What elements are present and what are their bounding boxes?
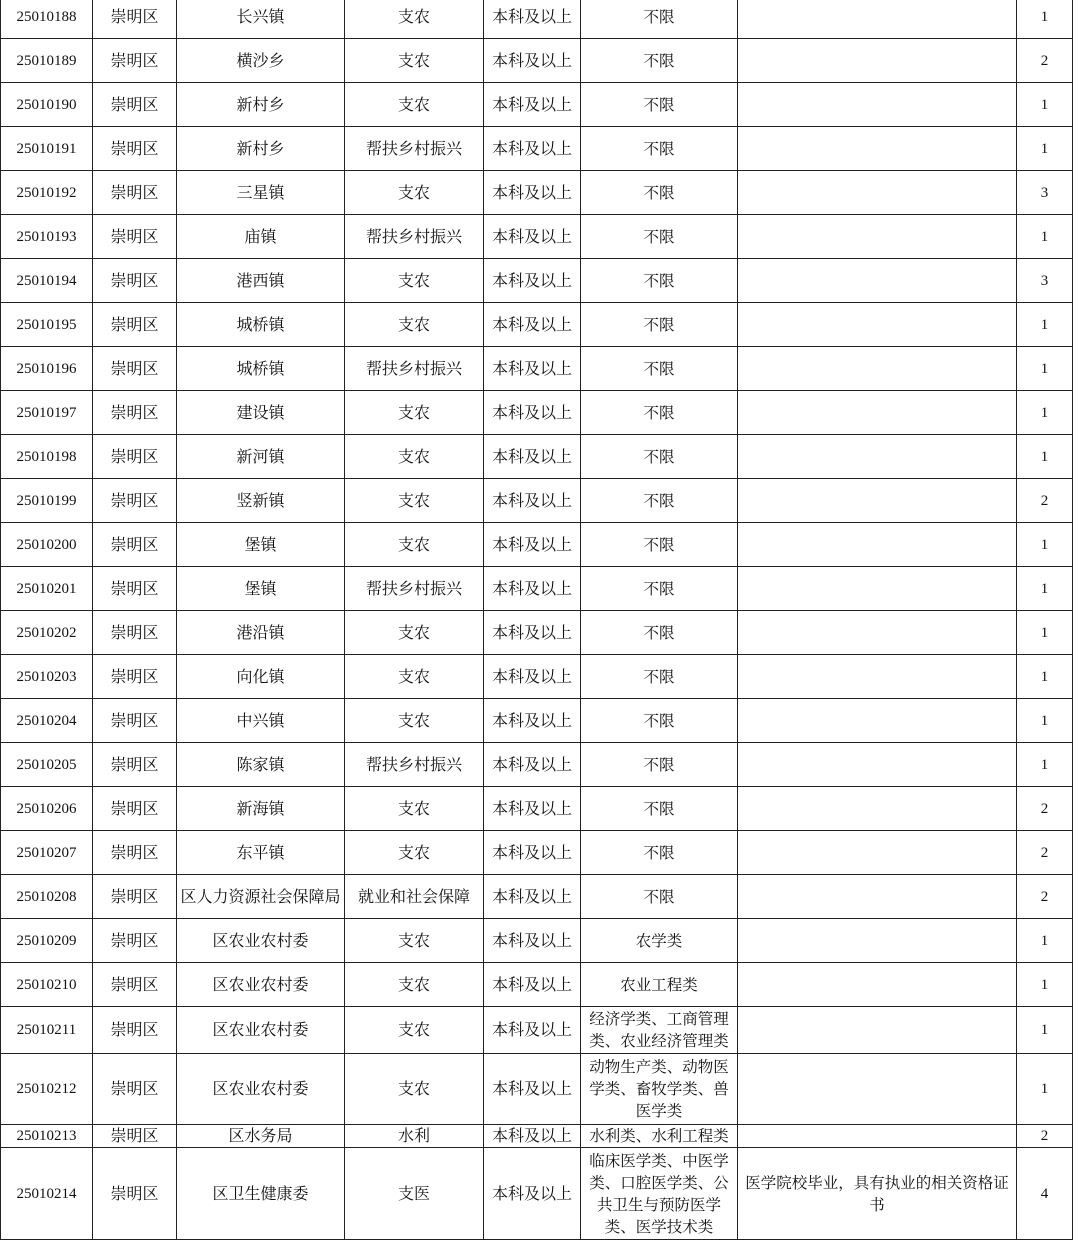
- position-type-cell: 支农: [345, 611, 484, 655]
- position-code-cell: 25010210: [1, 963, 93, 1007]
- table-row: [1, 831, 1073, 875]
- position-code-cell: 25010214: [1, 1148, 93, 1240]
- district-cell: 崇明区: [93, 39, 177, 83]
- major-cell: 不限: [581, 215, 738, 259]
- position-type-cell: 支农: [345, 831, 484, 875]
- district-cell: 崇明区: [93, 435, 177, 479]
- table-row: [1, 1148, 1073, 1240]
- headcount-cell: 2: [1017, 787, 1073, 831]
- unit-cell: 港沿镇: [177, 611, 345, 655]
- other-requirements-cell: [738, 699, 1017, 743]
- major-cell: 不限: [581, 523, 738, 567]
- table-row: [1, 215, 1073, 259]
- district-cell: 崇明区: [93, 215, 177, 259]
- position-code-cell: 25010206: [1, 787, 93, 831]
- position-code-cell: 25010203: [1, 655, 93, 699]
- position-type-cell: 支农: [345, 523, 484, 567]
- other-requirements-cell: [738, 743, 1017, 787]
- education-cell: 本科及以上: [484, 1054, 581, 1125]
- position-code-cell: 25010195: [1, 303, 93, 347]
- headcount-cell: 1: [1017, 215, 1073, 259]
- unit-cell: 庙镇: [177, 215, 345, 259]
- district-cell: 崇明区: [93, 83, 177, 127]
- other-requirements-cell: [738, 1125, 1017, 1148]
- headcount-cell: 1: [1017, 435, 1073, 479]
- major-cell: 不限: [581, 831, 738, 875]
- table-row: [1, 435, 1073, 479]
- district-cell: 崇明区: [93, 1054, 177, 1125]
- district-cell: 崇明区: [93, 523, 177, 567]
- unit-cell: 新河镇: [177, 435, 345, 479]
- table-row: [1, 347, 1073, 391]
- unit-cell: 建设镇: [177, 391, 345, 435]
- other-requirements-cell: [738, 259, 1017, 303]
- position-code-cell: 25010197: [1, 391, 93, 435]
- table-row: [1, 655, 1073, 699]
- table-row: [1, 699, 1073, 743]
- position-type-cell: 支农: [345, 39, 484, 83]
- major-cell: 农业工程类: [581, 963, 738, 1007]
- position-code-cell: 25010200: [1, 523, 93, 567]
- major-cell: 不限: [581, 479, 738, 523]
- position-code-cell: 25010191: [1, 127, 93, 171]
- other-requirements-cell: [738, 919, 1017, 963]
- position-code-cell: 25010204: [1, 699, 93, 743]
- table-row: [1, 391, 1073, 435]
- unit-cell: 区卫生健康委: [177, 1148, 345, 1240]
- other-requirements-cell: [738, 567, 1017, 611]
- district-cell: 崇明区: [93, 479, 177, 523]
- education-cell: 本科及以上: [484, 83, 581, 127]
- position-type-cell: 支农: [345, 303, 484, 347]
- position-code-cell: 25010192: [1, 171, 93, 215]
- district-cell: 崇明区: [93, 567, 177, 611]
- table-row: [1, 875, 1073, 919]
- headcount-cell: 1: [1017, 523, 1073, 567]
- district-cell: 崇明区: [93, 127, 177, 171]
- unit-cell: 东平镇: [177, 831, 345, 875]
- other-requirements-cell: [738, 1054, 1017, 1125]
- education-cell: 本科及以上: [484, 1007, 581, 1054]
- position-type-cell: 就业和社会保障: [345, 875, 484, 919]
- other-requirements-cell: [738, 127, 1017, 171]
- other-requirements-cell: [738, 171, 1017, 215]
- district-cell: 崇明区: [93, 259, 177, 303]
- table-row: [1, 919, 1073, 963]
- position-type-cell: 水利: [345, 1125, 484, 1148]
- major-cell: 不限: [581, 83, 738, 127]
- unit-cell: 长兴镇: [177, 0, 345, 39]
- major-cell: 临床医学类、中医学类、口腔医学类、公共卫生与预防医学类、医学技术类: [581, 1148, 738, 1240]
- education-cell: 本科及以上: [484, 787, 581, 831]
- table-row: [1, 1007, 1073, 1054]
- headcount-cell: 3: [1017, 259, 1073, 303]
- major-cell: 不限: [581, 347, 738, 391]
- unit-cell: 区人力资源社会保障局: [177, 875, 345, 919]
- other-requirements-cell: [738, 523, 1017, 567]
- major-cell: 不限: [581, 127, 738, 171]
- district-cell: 崇明区: [93, 787, 177, 831]
- district-cell: 崇明区: [93, 611, 177, 655]
- position-code-cell: 25010193: [1, 215, 93, 259]
- major-cell: 不限: [581, 391, 738, 435]
- major-cell: 经济学类、工商管理类、农业经济管理类: [581, 1007, 738, 1054]
- headcount-cell: 2: [1017, 831, 1073, 875]
- unit-cell: 港西镇: [177, 259, 345, 303]
- unit-cell: 堡镇: [177, 567, 345, 611]
- other-requirements-cell: [738, 435, 1017, 479]
- unit-cell: 城桥镇: [177, 347, 345, 391]
- headcount-cell: 1: [1017, 0, 1073, 39]
- position-code-cell: 25010202: [1, 611, 93, 655]
- headcount-cell: 1: [1017, 1054, 1073, 1125]
- unit-cell: 横沙乡: [177, 39, 345, 83]
- district-cell: 崇明区: [93, 919, 177, 963]
- unit-cell: 区农业农村委: [177, 919, 345, 963]
- position-type-cell: 支农: [345, 655, 484, 699]
- district-cell: 崇明区: [93, 347, 177, 391]
- district-cell: 崇明区: [93, 171, 177, 215]
- major-cell: 不限: [581, 655, 738, 699]
- position-code-cell: 25010201: [1, 567, 93, 611]
- other-requirements-cell: [738, 611, 1017, 655]
- other-requirements-cell: 医学院校毕业，具有执业的相关资格证书: [738, 1148, 1017, 1240]
- major-cell: 不限: [581, 435, 738, 479]
- headcount-cell: 1: [1017, 567, 1073, 611]
- position-code-cell: 25010188: [1, 0, 93, 39]
- district-cell: 崇明区: [93, 1007, 177, 1054]
- education-cell: 本科及以上: [484, 1148, 581, 1240]
- position-type-cell: 帮扶乡村振兴: [345, 347, 484, 391]
- education-cell: 本科及以上: [484, 963, 581, 1007]
- headcount-cell: 1: [1017, 1007, 1073, 1054]
- other-requirements-cell: [738, 479, 1017, 523]
- headcount-cell: 2: [1017, 1125, 1073, 1148]
- headcount-cell: 1: [1017, 699, 1073, 743]
- education-cell: 本科及以上: [484, 875, 581, 919]
- major-cell: 不限: [581, 39, 738, 83]
- district-cell: 崇明区: [93, 743, 177, 787]
- education-cell: 本科及以上: [484, 655, 581, 699]
- position-type-cell: 支农: [345, 83, 484, 127]
- position-code-cell: 25010208: [1, 875, 93, 919]
- other-requirements-cell: [738, 0, 1017, 39]
- unit-cell: 三星镇: [177, 171, 345, 215]
- major-cell: 动物生产类、动物医学类、畜牧学类、兽医学类: [581, 1054, 738, 1125]
- position-type-cell: 支农: [345, 699, 484, 743]
- district-cell: 崇明区: [93, 391, 177, 435]
- other-requirements-cell: [738, 831, 1017, 875]
- major-cell: 不限: [581, 259, 738, 303]
- unit-cell: 堡镇: [177, 523, 345, 567]
- education-cell: 本科及以上: [484, 435, 581, 479]
- position-code-cell: 25010213: [1, 1125, 93, 1148]
- headcount-cell: 2: [1017, 479, 1073, 523]
- headcount-cell: 2: [1017, 875, 1073, 919]
- position-type-cell: 帮扶乡村振兴: [345, 215, 484, 259]
- position-type-cell: 支农: [345, 1054, 484, 1125]
- table-row: [1, 39, 1073, 83]
- position-type-cell: 支农: [345, 1007, 484, 1054]
- district-cell: 崇明区: [93, 0, 177, 39]
- other-requirements-cell: [738, 303, 1017, 347]
- position-code-cell: 25010212: [1, 1054, 93, 1125]
- education-cell: 本科及以上: [484, 699, 581, 743]
- position-code-cell: 25010211: [1, 1007, 93, 1054]
- other-requirements-cell: [738, 39, 1017, 83]
- education-cell: 本科及以上: [484, 215, 581, 259]
- unit-cell: 区农业农村委: [177, 963, 345, 1007]
- table-row: [1, 743, 1073, 787]
- table-row: [1, 1125, 1073, 1148]
- education-cell: 本科及以上: [484, 831, 581, 875]
- unit-cell: 新海镇: [177, 787, 345, 831]
- position-type-cell: 支医: [345, 1148, 484, 1240]
- education-cell: 本科及以上: [484, 39, 581, 83]
- other-requirements-cell: [738, 215, 1017, 259]
- district-cell: 崇明区: [93, 303, 177, 347]
- position-type-cell: 支农: [345, 787, 484, 831]
- position-type-cell: 支农: [345, 963, 484, 1007]
- headcount-cell: 1: [1017, 127, 1073, 171]
- table-row: [1, 303, 1073, 347]
- position-code-cell: 25010205: [1, 743, 93, 787]
- position-code-cell: 25010198: [1, 435, 93, 479]
- headcount-cell: 2: [1017, 39, 1073, 83]
- district-cell: 崇明区: [93, 875, 177, 919]
- headcount-cell: 3: [1017, 171, 1073, 215]
- table-row: [1, 479, 1073, 523]
- position-type-cell: 支农: [345, 0, 484, 39]
- education-cell: 本科及以上: [484, 567, 581, 611]
- other-requirements-cell: [738, 83, 1017, 127]
- headcount-cell: 1: [1017, 655, 1073, 699]
- district-cell: 崇明区: [93, 655, 177, 699]
- headcount-cell: 1: [1017, 391, 1073, 435]
- unit-cell: 陈家镇: [177, 743, 345, 787]
- table-row: [1, 171, 1073, 215]
- position-type-cell: 支农: [345, 435, 484, 479]
- table-row: [1, 0, 1073, 39]
- position-type-cell: 支农: [345, 391, 484, 435]
- other-requirements-cell: [738, 787, 1017, 831]
- education-cell: 本科及以上: [484, 171, 581, 215]
- headcount-cell: 1: [1017, 611, 1073, 655]
- headcount-cell: 1: [1017, 83, 1073, 127]
- position-code-cell: 25010199: [1, 479, 93, 523]
- headcount-cell: 1: [1017, 303, 1073, 347]
- position-code-cell: 25010207: [1, 831, 93, 875]
- major-cell: 农学类: [581, 919, 738, 963]
- table-row: [1, 963, 1073, 1007]
- other-requirements-cell: [738, 347, 1017, 391]
- education-cell: 本科及以上: [484, 347, 581, 391]
- unit-cell: 中兴镇: [177, 699, 345, 743]
- table-row: [1, 83, 1073, 127]
- major-cell: 不限: [581, 699, 738, 743]
- education-cell: 本科及以上: [484, 1125, 581, 1148]
- district-cell: 崇明区: [93, 1148, 177, 1240]
- education-cell: 本科及以上: [484, 479, 581, 523]
- position-type-cell: 支农: [345, 259, 484, 303]
- education-cell: 本科及以上: [484, 391, 581, 435]
- other-requirements-cell: [738, 655, 1017, 699]
- major-cell: 不限: [581, 787, 738, 831]
- position-type-cell: 帮扶乡村振兴: [345, 743, 484, 787]
- headcount-cell: 4: [1017, 1148, 1073, 1240]
- education-cell: 本科及以上: [484, 259, 581, 303]
- unit-cell: 城桥镇: [177, 303, 345, 347]
- other-requirements-cell: [738, 391, 1017, 435]
- table-row: [1, 787, 1073, 831]
- position-code-cell: 25010189: [1, 39, 93, 83]
- education-cell: 本科及以上: [484, 523, 581, 567]
- position-type-cell: 支农: [345, 171, 484, 215]
- position-code-cell: 25010194: [1, 259, 93, 303]
- table-row: [1, 523, 1073, 567]
- position-code-cell: 25010190: [1, 83, 93, 127]
- table-row: [1, 259, 1073, 303]
- unit-cell: 区农业农村委: [177, 1054, 345, 1125]
- education-cell: 本科及以上: [484, 303, 581, 347]
- table-row: [1, 127, 1073, 171]
- unit-cell: 区水务局: [177, 1125, 345, 1148]
- district-cell: 崇明区: [93, 963, 177, 1007]
- positions-table-body: [1, 0, 1073, 1240]
- position-type-cell: 帮扶乡村振兴: [345, 567, 484, 611]
- education-cell: 本科及以上: [484, 743, 581, 787]
- unit-cell: 新村乡: [177, 83, 345, 127]
- table-row: [1, 1054, 1073, 1125]
- table-row: [1, 611, 1073, 655]
- major-cell: 不限: [581, 303, 738, 347]
- education-cell: 本科及以上: [484, 0, 581, 39]
- education-cell: 本科及以上: [484, 919, 581, 963]
- unit-cell: 新村乡: [177, 127, 345, 171]
- major-cell: 不限: [581, 875, 738, 919]
- position-type-cell: 支农: [345, 919, 484, 963]
- education-cell: 本科及以上: [484, 611, 581, 655]
- position-type-cell: 帮扶乡村振兴: [345, 127, 484, 171]
- position-type-cell: 支农: [345, 479, 484, 523]
- unit-cell: 竖新镇: [177, 479, 345, 523]
- education-cell: 本科及以上: [484, 127, 581, 171]
- headcount-cell: 1: [1017, 919, 1073, 963]
- unit-cell: 向化镇: [177, 655, 345, 699]
- district-cell: 崇明区: [93, 699, 177, 743]
- position-code-cell: 25010196: [1, 347, 93, 391]
- major-cell: 水利类、水利工程类: [581, 1125, 738, 1148]
- major-cell: 不限: [581, 743, 738, 787]
- headcount-cell: 1: [1017, 743, 1073, 787]
- position-code-cell: 25010209: [1, 919, 93, 963]
- major-cell: 不限: [581, 611, 738, 655]
- other-requirements-cell: [738, 963, 1017, 1007]
- headcount-cell: 1: [1017, 963, 1073, 1007]
- unit-cell: 区农业农村委: [177, 1007, 345, 1054]
- headcount-cell: 1: [1017, 347, 1073, 391]
- district-cell: 崇明区: [93, 831, 177, 875]
- other-requirements-cell: [738, 1007, 1017, 1054]
- major-cell: 不限: [581, 0, 738, 39]
- table-row: [1, 567, 1073, 611]
- major-cell: 不限: [581, 567, 738, 611]
- major-cell: 不限: [581, 171, 738, 215]
- other-requirements-cell: [738, 875, 1017, 919]
- district-cell: 崇明区: [93, 1125, 177, 1148]
